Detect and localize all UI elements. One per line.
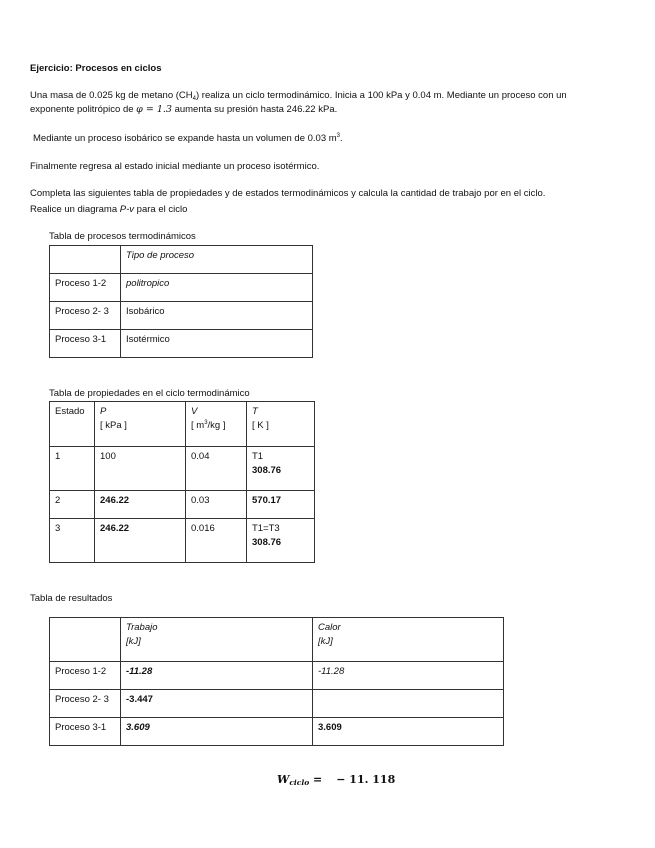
table-row <box>50 402 315 447</box>
trabajo-cell: -11.28 <box>121 662 313 690</box>
t-cell <box>247 519 315 563</box>
process-name: Proceso 3-1 <box>50 330 121 358</box>
p-unit: [ kPa ] <box>100 420 127 431</box>
resultados-table-caption: Tabla de resultados <box>30 593 113 604</box>
procesos-table-caption: Tabla de procesos termodinámicos <box>49 231 196 242</box>
calor-label: Calor <box>318 622 341 633</box>
estado-cell: 3 <box>50 519 95 563</box>
t-value: 308.76 <box>252 537 282 548</box>
calor-cell: 3.609 <box>313 718 504 746</box>
v-unit-a: [ m <box>191 420 205 431</box>
p-cell: 246.22 <box>95 491 186 519</box>
estado-cell: 2 <box>50 491 95 519</box>
trabajo-cell: 3.609 <box>121 718 313 746</box>
table-row <box>50 690 504 718</box>
w-ciclo-equation <box>277 773 395 787</box>
intro-line-2 <box>30 103 337 117</box>
v-cell: 0.04 <box>186 447 247 491</box>
table-row <box>50 618 504 662</box>
table-row <box>50 246 313 274</box>
p-symbol: P <box>100 406 107 417</box>
w-subscript: ciclo <box>289 778 310 787</box>
tipo-header: Tipo de proceso <box>121 246 313 274</box>
table-row <box>50 491 315 519</box>
propiedades-table <box>49 401 315 563</box>
intro-line-1 <box>30 89 567 103</box>
process-name: Proceso 1-2 <box>50 662 121 690</box>
instruction-text-b: para el ciclo <box>134 204 188 215</box>
process-name: Proceso 3-1 <box>50 718 121 746</box>
calor-unit: [kJ] <box>318 636 333 647</box>
t-cell <box>247 447 315 491</box>
t-value: 570.17 <box>247 491 315 519</box>
process-type: Isobárico <box>121 302 313 330</box>
v-unit-sup: 3 <box>204 420 208 426</box>
table-row <box>50 302 313 330</box>
estado-header: Estado <box>50 402 95 447</box>
resultados-table <box>49 617 504 746</box>
intro-text-d: aumenta su presión hasta 246.22 kPa. <box>171 104 338 115</box>
table-row <box>50 662 504 690</box>
intro-text-c: exponente politrópico de <box>30 104 137 115</box>
trabajo-unit: [kJ] <box>126 636 141 647</box>
phi-expression: φ = 1.3 <box>136 104 172 115</box>
isobaric-period: . <box>340 133 343 144</box>
isobaric-text: Mediante un proceso isobárico se expande hasta un volumen de 0.03 m <box>33 133 337 144</box>
pv-italic: P-v <box>119 204 135 215</box>
calor-cell <box>313 690 504 718</box>
t-unit: [ K ] <box>252 420 269 431</box>
process-name: Proceso 2- 3 <box>50 690 121 718</box>
propiedades-table-caption: Tabla de propiedades en el ciclo termodinámico <box>49 388 250 399</box>
isothermal-statement: Finalmente regresa al estado inicial mediante un proceso isotérmico. <box>30 161 320 172</box>
t-header <box>247 402 315 447</box>
instruction-line-1: Completa las siguientes tabla de propiedades y de estados termodinámicos y calcula la cantidad de trabajo por en el ciclo. <box>30 188 546 199</box>
process-name: Proceso 1-2 <box>50 274 121 302</box>
table-row <box>50 274 313 302</box>
table-row <box>50 447 315 491</box>
table-row <box>50 330 313 358</box>
p-cell: 246.22 <box>95 519 186 563</box>
table-row <box>50 718 504 746</box>
estado-cell: 1 <box>50 447 95 491</box>
w-symbol: W <box>277 773 290 786</box>
v-unit-b: /kg ] <box>207 420 226 431</box>
v-header <box>186 402 247 447</box>
t-value: 308.76 <box>252 465 282 476</box>
v-cell: 0.03 <box>186 491 247 519</box>
v-symbol: V <box>191 406 198 417</box>
table-cell-empty <box>50 618 121 662</box>
trabajo-label: Trabajo <box>126 622 158 633</box>
v-cell: 0.016 <box>186 519 247 563</box>
t-label: T1 <box>252 451 264 462</box>
t-label: T1=T3 <box>252 523 280 534</box>
procesos-table <box>49 245 313 358</box>
trabajo-cell: -3.447 <box>121 690 313 718</box>
intro-text-b: ) realiza un ciclo termodinámico. Inicia a 100 kPa y 0.04 m. Mediante un proceso con un <box>196 90 567 101</box>
calor-cell: -11.28 <box>313 662 504 690</box>
instruction-text-a: Realice un diagrama <box>30 204 120 215</box>
process-type: Isotérmico <box>121 330 313 358</box>
ch4-subscript: 4 <box>192 96 196 102</box>
process-name: Proceso 2- 3 <box>50 302 121 330</box>
table-row <box>50 519 315 563</box>
trabajo-header <box>121 618 313 662</box>
p-cell: 100 <box>95 447 186 491</box>
m3-superscript: 3 <box>336 133 341 139</box>
intro-text-a: Una masa de 0.025 kg de metano (CH <box>30 90 193 101</box>
t-symbol: T <box>252 406 258 417</box>
process-type: politropico <box>121 274 313 302</box>
instruction-line-2 <box>30 203 187 217</box>
w-value: − 11. 118 <box>336 773 396 786</box>
exercise-title: Ejercicio: Procesos en ciclos <box>30 63 162 74</box>
w-equals: = <box>313 773 323 786</box>
calor-header <box>313 618 504 662</box>
table-cell-empty <box>50 246 121 274</box>
isobaric-statement <box>33 132 343 146</box>
p-header <box>95 402 186 447</box>
